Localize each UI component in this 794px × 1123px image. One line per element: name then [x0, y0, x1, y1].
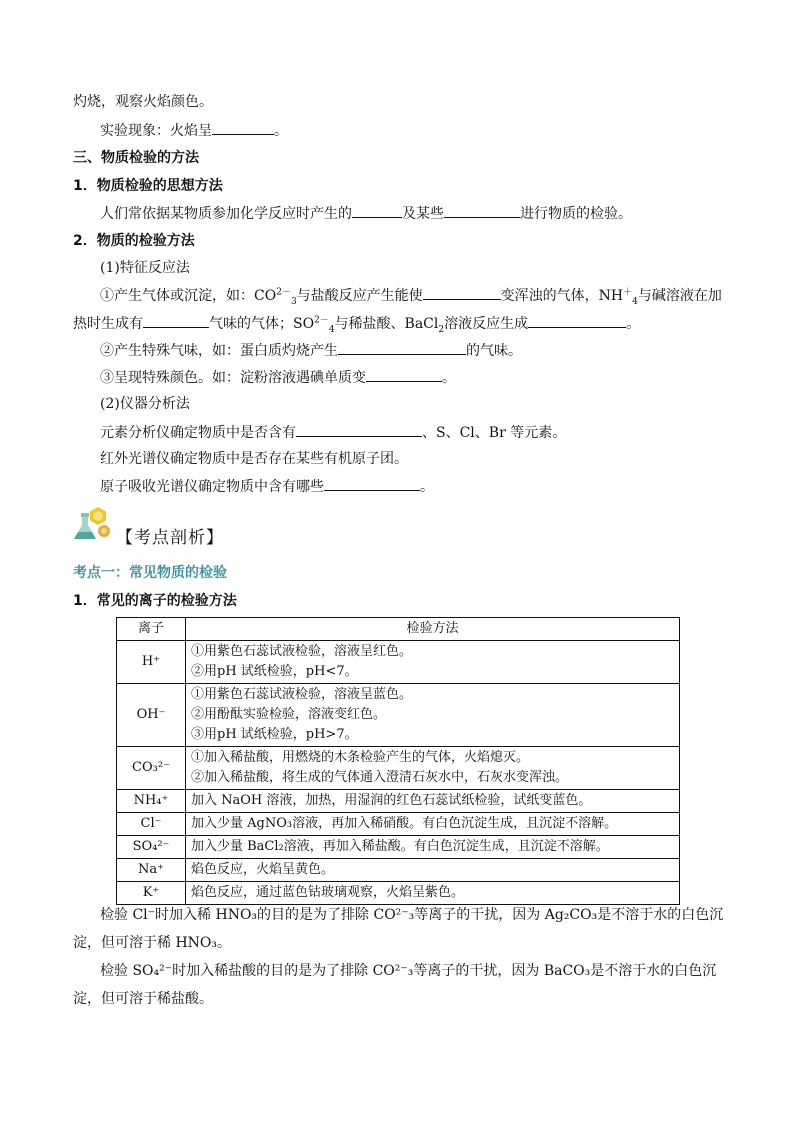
answer-blank	[528, 313, 626, 328]
answer-blank	[143, 313, 209, 328]
method-line: 加入 NaOH 溶液，加热，用湿润的红色石蕊试纸检验，试纸变蓝色。	[191, 793, 592, 808]
method-cell	[186, 859, 680, 882]
method-cell	[186, 790, 680, 813]
text-fragment: ②产生特殊气味，如：蛋白质灼烧产生	[100, 343, 338, 359]
method-line: ②加入稀盐酸，将生成的气体通入澄清石灰水中，石灰水变浑浊。	[191, 770, 569, 785]
section-3-sub1-title: 1．物质检验的思想方法	[73, 178, 223, 194]
answer-blank	[352, 203, 402, 218]
text-fragment: 元素分析仪确定物质中是否含有	[100, 425, 296, 441]
note-1-line-2: 淀，但可溶于稀 HNO₃。	[73, 935, 231, 951]
method-cell	[186, 813, 680, 836]
method-1-line-4	[100, 367, 456, 388]
table-row	[117, 882, 680, 905]
method-cell	[186, 836, 680, 859]
method-line: 焰色反应，火焰呈黄色。	[191, 862, 335, 877]
ion-cell: H⁺	[117, 641, 186, 684]
superscript: ＋	[623, 287, 633, 298]
subscript: 4	[328, 324, 335, 335]
answer-blank	[338, 340, 466, 355]
method-2-line-1	[100, 422, 566, 443]
table-row	[117, 684, 680, 747]
method-line: ②用pH 试纸检验，pH<7。	[191, 664, 358, 679]
table-row	[117, 747, 680, 790]
text-fragment: 及某些	[402, 206, 444, 222]
text-fragment: 与碱溶液在加	[637, 288, 722, 304]
method-cell	[186, 882, 680, 905]
method-1-line-2	[73, 313, 640, 334]
subscript: 2	[438, 324, 445, 335]
method-2-title: (2)仪器分析法	[100, 396, 190, 412]
method-line: ③用pH 试纸检验，pH>7。	[191, 727, 358, 742]
method-line: 加入少量 AgNO₃溶液，再加入稀硝酸。有白色沉淀生成，且沉淀不溶解。	[191, 816, 618, 831]
answer-blank	[324, 476, 420, 491]
point-1-sub-title: 1．常见的离子的检验方法	[73, 593, 237, 609]
ion-cell: NH₄⁺	[117, 790, 186, 813]
subscript: 3	[290, 296, 297, 307]
table-row	[117, 641, 680, 684]
text-fragment: 变浑浊的气体，NH	[500, 288, 624, 304]
table-header-ion: 离子	[117, 618, 186, 641]
table-row	[117, 859, 680, 882]
table-row	[117, 836, 680, 859]
text-fragment: 溶液反应生成	[444, 316, 529, 332]
text-fragment: 。	[626, 316, 641, 332]
note-1-line-1: 检验 Cl⁻时加入稀 HNO₃的目的是为了排除 CO²⁻₃等离子的干扰，因为 Ag₂CO₃是不溶于水的白色沉	[100, 907, 724, 923]
method-line: ①用紫色石蕊试液检验，溶液呈红色。	[191, 644, 413, 659]
banner-title: 【考点剖析】	[116, 528, 224, 548]
intro-line-2	[100, 120, 288, 141]
ion-cell: SO₄²⁻	[117, 836, 186, 859]
text-fragment: 进行物质的检验。	[520, 206, 632, 222]
answer-blank	[366, 367, 442, 382]
answer-blank	[212, 120, 274, 135]
text-fragment: ①产生气体或沉淀，如：CO	[100, 288, 277, 304]
text-fragment: 、S、Cl、Br 等元素。	[422, 425, 567, 441]
flask-hexagon-icon	[72, 503, 114, 545]
intro-line-2-suffix: 。	[274, 123, 288, 139]
point-1-title: 考点一：常见物质的检验	[73, 565, 227, 581]
ion-cell: CO₃²⁻	[117, 747, 186, 790]
method-line: 焰色反应，通过蓝色钴玻璃观察，火焰呈紫色。	[191, 885, 465, 900]
text-fragment: 。	[442, 370, 456, 386]
note-2-line-2: 淀，但可溶于稀盐酸。	[73, 991, 213, 1007]
method-1-line-3	[100, 340, 522, 361]
ion-cell: OH⁻	[117, 684, 186, 747]
ion-test-table	[116, 617, 680, 905]
superscript: 2－	[276, 287, 291, 298]
ion-cell: K⁺	[117, 882, 186, 905]
intro-line-1: 灼烧，观察火焰颜色。	[73, 94, 213, 110]
answer-blank	[296, 422, 422, 437]
text-fragment: 。	[420, 479, 434, 495]
method-line: ①用紫色石蕊试液检验，溶液呈蓝色。	[191, 687, 413, 702]
method-line: ①加入稀盐酸，用燃烧的木条检验产生的气体，火焰熄灭。	[191, 750, 530, 765]
note-2-line-1: 检验 SO₄²⁻时加入稀盐酸的目的是为了排除 CO²⁻₃等离子的干扰，因为 BaCO₃是不溶于水的白色沉	[100, 963, 717, 979]
table-row	[117, 813, 680, 836]
text-fragment: 气味的气体；SO	[209, 316, 315, 332]
table-header-row	[117, 618, 680, 641]
text-fragment: 人们常依据某物质参加化学反应时产生的	[100, 206, 352, 222]
subscript: 4	[632, 296, 638, 307]
section-3-sub2-title: 2．物质的检验方法	[73, 233, 195, 249]
method-1-line-1	[100, 285, 722, 306]
text-fragment: 与盐酸反应产生能使	[296, 288, 423, 304]
method-1-title: (1)特征反应法	[100, 260, 190, 276]
ion-cell: Na⁺	[117, 859, 186, 882]
ion-cell: Cl⁻	[117, 813, 186, 836]
intro-line-2-prefix: 实验现象：火焰呈	[100, 123, 212, 139]
method-cell	[186, 747, 680, 790]
table-row	[117, 790, 680, 813]
table-header-method: 检验方法	[186, 618, 680, 641]
method-line: 加入少量 BaCl₂溶液，再加入稀盐酸。有白色沉淀生成，且沉淀不溶解。	[191, 839, 609, 854]
method-line: ②用酚酞实验检验，溶液变红色。	[191, 707, 387, 722]
superscript: 2－	[314, 315, 329, 326]
method-cell	[186, 641, 680, 684]
text-fragment: ③呈现特殊颜色。如：淀粉溶液遇碘单质变	[100, 370, 366, 386]
method-cell	[186, 684, 680, 747]
section-3-sub1-line	[100, 203, 632, 224]
text-fragment: 热时生成有	[73, 316, 143, 332]
text-fragment: 原子吸收光谱仪确定物质中含有哪些	[100, 479, 324, 495]
answer-blank	[444, 203, 520, 218]
section-3-title: 三、物质检验的方法	[73, 150, 199, 166]
method-2-line-2: 红外光谱仪确定物质中是否存在某些有机原子团。	[100, 451, 408, 467]
method-2-line-3	[100, 476, 434, 497]
text-fragment: 的气味。	[466, 343, 522, 359]
text-fragment: 与稀盐酸、BaCl	[334, 316, 439, 332]
answer-blank	[423, 285, 501, 300]
